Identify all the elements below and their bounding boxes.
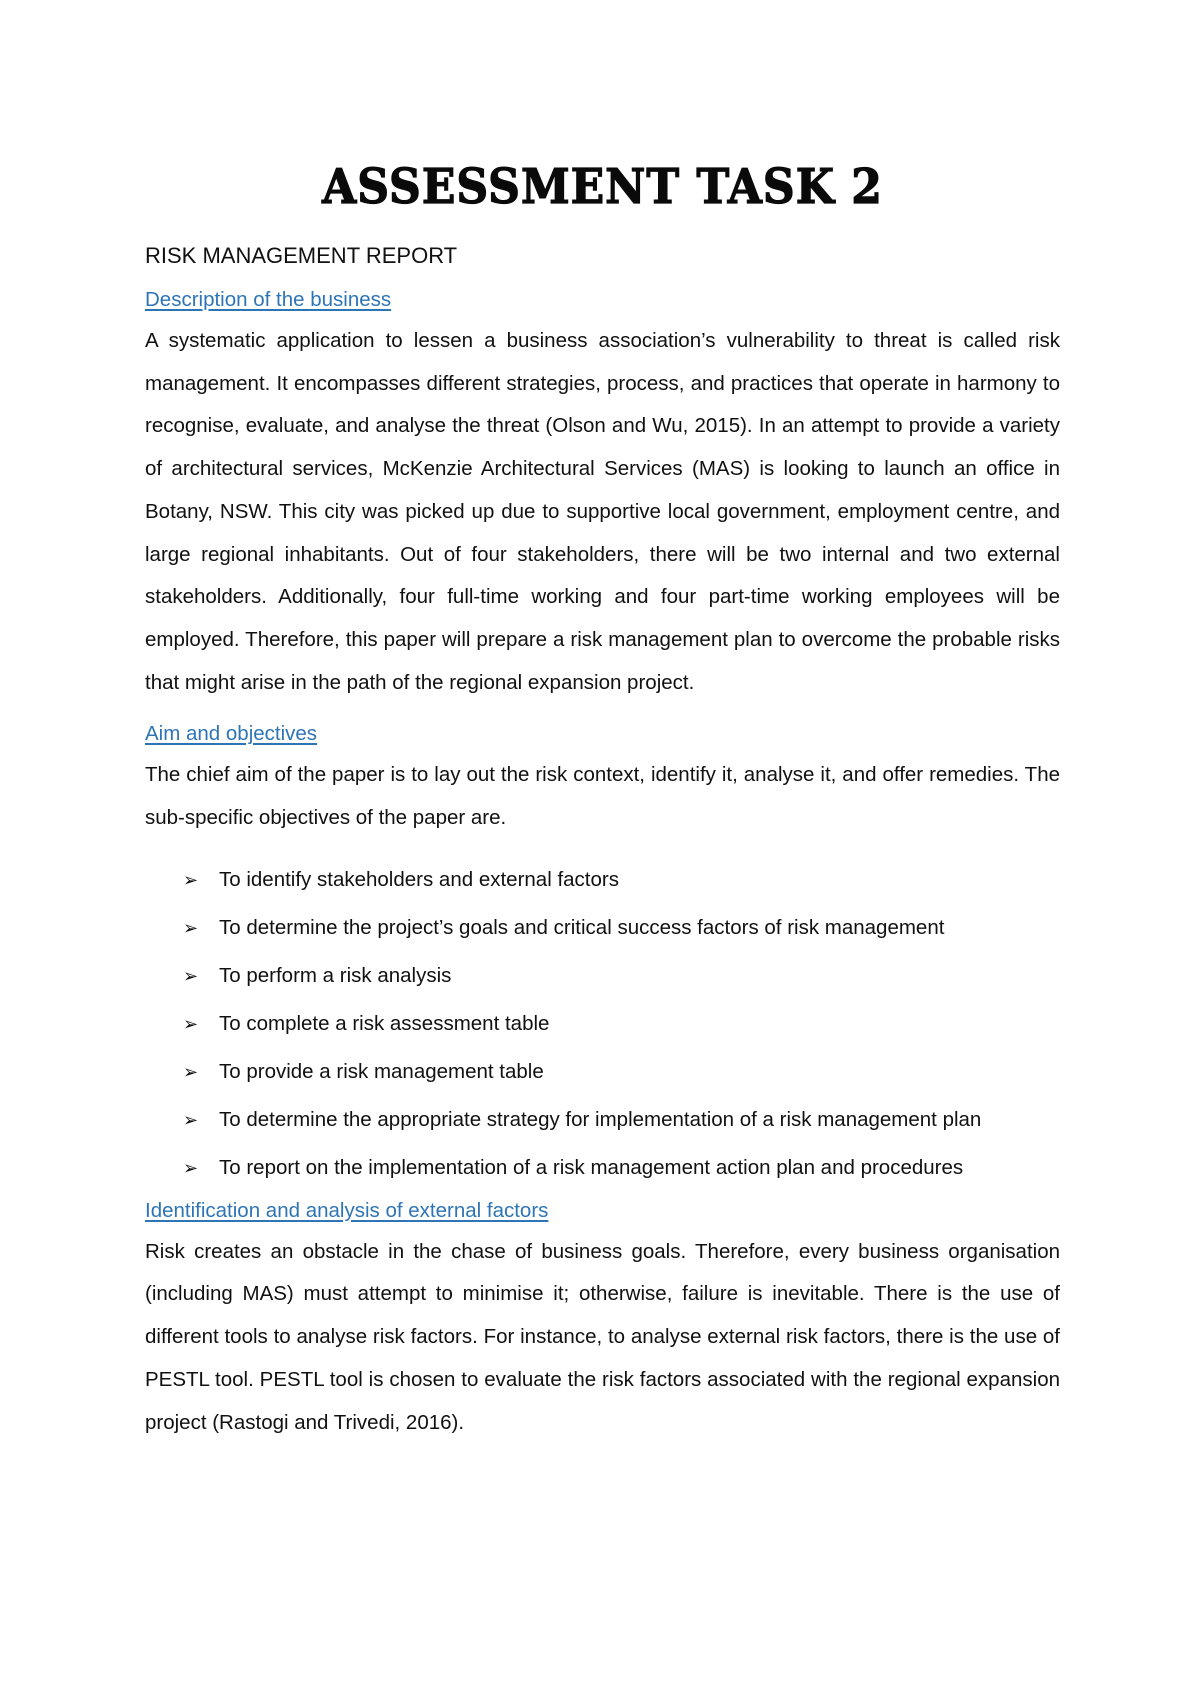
objective-text: To determine the project’s goals and critical success factors of risk management xyxy=(219,915,945,939)
section-heading-description: Description of the business xyxy=(145,288,392,311)
list-item xyxy=(183,952,1060,1000)
objective-text: To identify stakeholders and external factors xyxy=(219,867,619,891)
arrow-bullet-icon: ➢ xyxy=(183,917,199,939)
report-title: RISK MANAGEMENT REPORT xyxy=(145,243,458,268)
objective-text: To perform a risk analysis xyxy=(219,963,452,987)
list-item xyxy=(183,1048,1060,1096)
list-item xyxy=(183,1144,1060,1192)
objective-text: To report on the implementation of a risk management action plan and procedures xyxy=(219,1155,964,1179)
arrow-bullet-icon: ➢ xyxy=(183,965,199,987)
document-title: ASSESSMENT TASK 2 xyxy=(322,159,883,215)
arrow-bullet-icon: ➢ xyxy=(183,869,199,891)
objective-text: To determine the appropriate strategy for implementation of a risk management plan xyxy=(219,1107,982,1131)
section-heading-aim: Aim and objectives xyxy=(145,722,318,746)
list-item xyxy=(183,1096,1060,1144)
arrow-bullet-icon: ➢ xyxy=(183,1157,199,1179)
list-item xyxy=(183,856,1060,904)
objective-text: To provide a risk management table xyxy=(219,1059,544,1083)
arrow-bullet-icon: ➢ xyxy=(183,1061,199,1083)
section-heading-external-factors: Identification and analysis of external factors xyxy=(145,1198,549,1222)
arrow-bullet-icon: ➢ xyxy=(183,1109,199,1131)
document-body xyxy=(145,160,1060,1444)
paragraph-description: A systematic application to lessen a business association’s vulnerability to threat is called risk management. It encompasses different strategies, process, and practices that operate in harmony to recognise, evaluate, and analyse the threat (Olson and Wu, 2015). In an attempt to provide a variety of architectural services, McKenzie Architectural Services (MAS) is looking to launch an office in Botany, NSW. This city was picked up due to supportive local government, employment centre, and large regional inhabitants. Out of four stakeholders, there will be two internal and two external stakeholders. Additionally, four full-time working and four part-time working employees will be employed. Therefore, this paper will prepare a risk management plan to overcome the probable risks that might arise in the path of the regional expansion project. xyxy=(145,329,1060,694)
paragraph-aim: The chief aim of the paper is to lay out the risk context, identify it, analyse it, and offer remedies. The sub-specific objectives of the paper are. xyxy=(145,763,1060,830)
list-item xyxy=(183,1000,1060,1048)
list-item xyxy=(183,904,1060,952)
objective-text: To complete a risk assessment table xyxy=(219,1011,550,1035)
objectives-list xyxy=(145,856,1060,1192)
paragraph-external-factors: Risk creates an obstacle in the chase of business goals. Therefore, every business organisation (including MAS) must attempt to minimise it; otherwise, failure is inevitable. There is the use of different tools to analyse risk factors. For instance, to analyse external risk factors, there is the use of PESTL tool. PESTL tool is chosen to evaluate the risk factors associated with the regional expansion project (Rastogi and Trivedi, 2016). xyxy=(145,1239,1060,1434)
arrow-bullet-icon: ➢ xyxy=(183,1013,199,1035)
